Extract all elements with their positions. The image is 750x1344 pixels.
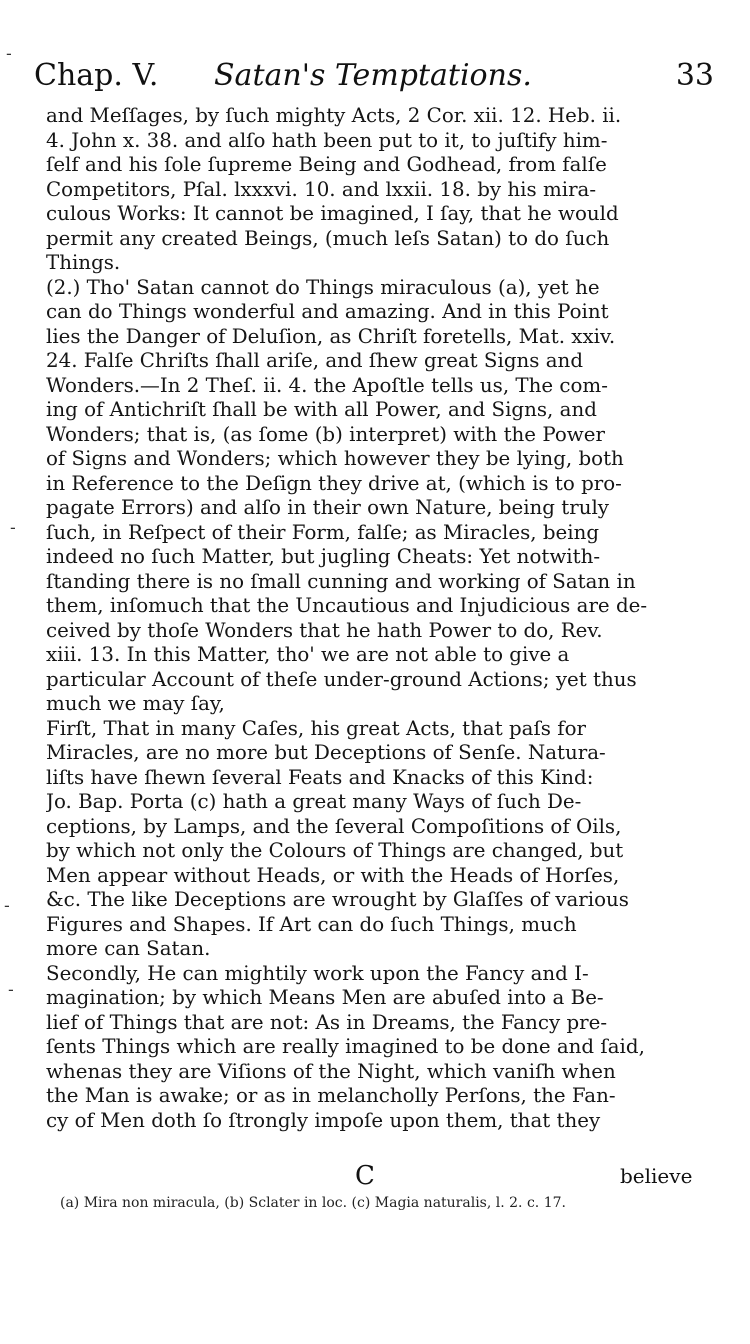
- margin-mark: -: [8, 980, 14, 999]
- text-line: the Man is awake; or as in melancholly Perſons, the Fan-: [46, 1084, 616, 1107]
- text-line: Firſt, That in many Caſes, his great Acts, that paſs for: [46, 716, 586, 740]
- text-line: Figures and Shapes. If Art can do ſuch Things, much: [46, 912, 577, 936]
- text-line: ſtanding there is no ſmall cunning and working of Satan in: [46, 569, 636, 593]
- text-line: ſelf and his ſole ſupreme Being and Godhead, from falſe: [46, 153, 607, 176]
- chapter-label: Chap. V.: [34, 58, 159, 93]
- text-line: Things.: [46, 251, 121, 274]
- text-line: lief of Things that are not: As in Dreams, the Fancy pre-: [46, 1010, 608, 1034]
- text-line: whenas they are Viſions of the Night, which vaniſh when: [46, 1059, 616, 1083]
- text-line: lies the Danger of Deluſion, as Chriſt foretells, Mat. xxiv.: [46, 324, 616, 348]
- text-line: much we may ſay,: [46, 692, 225, 715]
- text-line: 4. John x. 38. and alſo hath been put to it, to juſtify him-: [46, 128, 608, 152]
- text-line: ing of Antichriſt ſhall be with all Power, and Signs, and: [46, 398, 597, 421]
- signature-mark: C: [355, 1161, 375, 1191]
- text-line: can do Things wonderful and amazing. And in this Point: [46, 300, 609, 323]
- catchword: believe: [620, 1164, 693, 1188]
- text-line: ſents Things which are really imagined to be done and ſaid,: [46, 1035, 645, 1058]
- margin-mark: -: [6, 44, 12, 63]
- text-line: cy of Men doth ſo ſtrongly impoſe upon them, that they: [46, 1108, 601, 1132]
- text-line: ceived by thoſe Wonders that he hath Power to do, Rev.: [46, 618, 603, 642]
- footnotes: (a) Mira non miracula, (b) Sclater in loc. (c) Magia naturalis, l. 2. c. 17.: [60, 1195, 566, 1211]
- text-line: Jo. Bap. Porta (c) hath a great many Ways of ſuch De-: [46, 790, 582, 813]
- text-line: xiii. 13. In this Matter, tho' we are not able to give a: [46, 643, 570, 666]
- text-line: Wonders; that is, (as ſome (b) interpret) with the Power: [46, 422, 605, 446]
- text-line: liſts have ſhewn ſeveral Feats and Knacks of this Kind:: [46, 765, 594, 789]
- text-line: in Reference to the Deſign they drive at, (which is to pro-: [46, 471, 622, 495]
- margin-mark: -: [10, 518, 16, 537]
- text-line: (2.) Tho' Satan cannot do Things miraculous (a), yet he: [46, 275, 600, 299]
- text-line: culous Works: It cannot be imagined, I ſay, that he would: [46, 202, 619, 225]
- running-header: [34, 56, 714, 100]
- text-line: Secondly, He can mightily work upon the Fancy and I-: [46, 961, 589, 985]
- text-line: permit any created Beings, (much leſs Satan) to do ſuch: [46, 226, 610, 250]
- text-line: more can Satan.: [46, 937, 211, 960]
- text-line: ceptions, by Lamps, and the ſeveral Compoſitions of Oils,: [46, 814, 622, 838]
- text-line: magination; by which Means Men are abuſed into a Be-: [46, 986, 604, 1009]
- text-line: pagate Errors) and alſo in their own Nature, being truly: [46, 496, 609, 519]
- text-line: by which not only the Colours of Things are changed, but: [46, 839, 624, 862]
- text-line: indeed no ſuch Matter, but jugling Cheats: Yet notwith-: [46, 545, 601, 568]
- text-line: &c. The like Deceptions are wrought by Glaſſes of various: [46, 888, 629, 911]
- running-title: Satan's Temptations.: [214, 58, 532, 93]
- text-line: ſuch, in Reſpect of their Form, falſe; as Miracles, being: [46, 520, 600, 544]
- text-line: Wonders.—In 2 Theſ. ii. 4. the Apoſtle tells us, The com-: [46, 373, 608, 397]
- text-line: them, inſomuch that the Uncautious and Injudicious are de-: [46, 594, 648, 617]
- text-line: Competitors, Pſal. lxxxvi. 10. and lxxii. 18. by his mira-: [46, 177, 597, 201]
- text-line: Men appear without Heads, or with the Heads of Horſes,: [46, 863, 620, 887]
- text-line: of Signs and Wonders; which however they be lying, both: [46, 447, 624, 470]
- body-text: [46, 104, 716, 1133]
- text-line: and Meſſages, by ſuch mighty Acts, 2 Cor. xii. 12. Heb. ii.: [46, 104, 622, 127]
- margin-mark: -: [4, 896, 10, 915]
- page-number: 33: [675, 58, 714, 93]
- text-line: Miracles, are no more but Deceptions of Senſe. Natura-: [46, 741, 606, 764]
- text-line: particular Account of theſe under-ground Actions; yet thus: [46, 667, 637, 691]
- text-line: 24. Falſe Chriſts ſhall ariſe, and ſhew great Signs and: [46, 349, 583, 372]
